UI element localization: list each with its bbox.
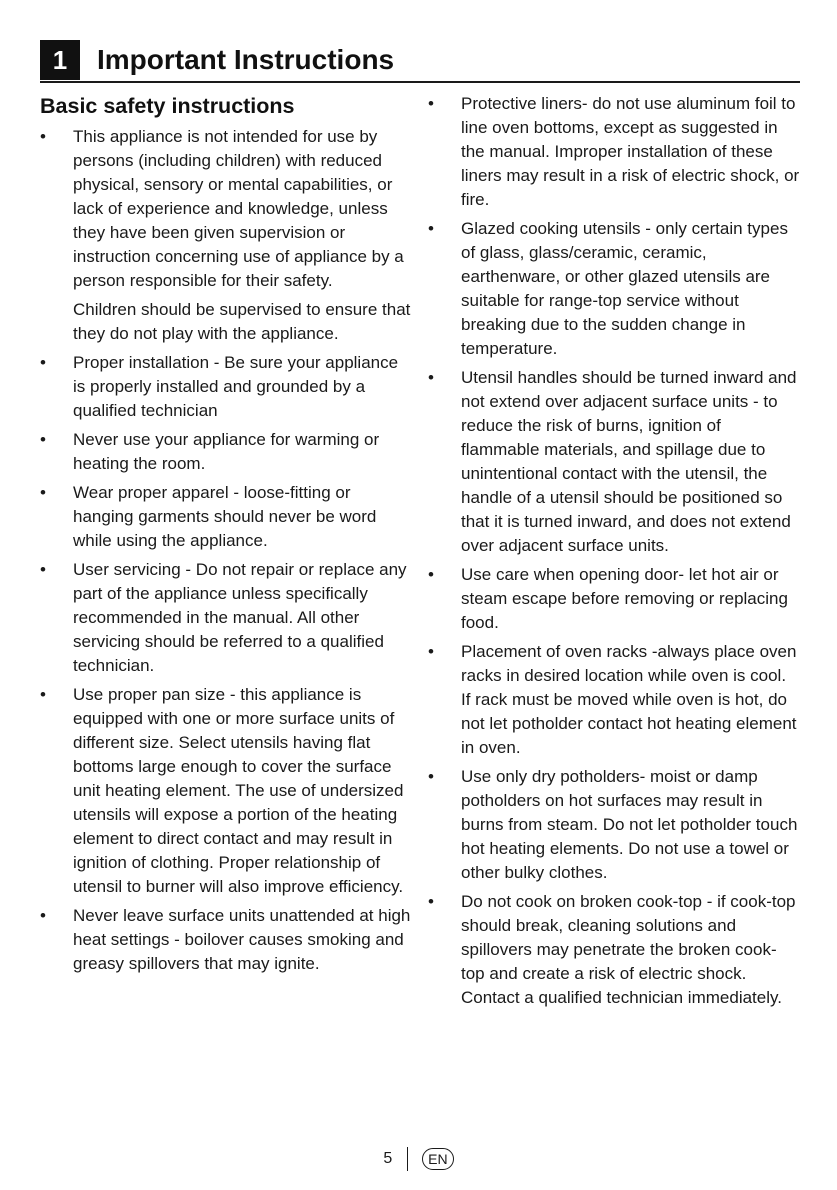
section-heading: Basic safety instructions [40, 94, 295, 118]
bullet-icon: • [40, 685, 46, 704]
list-item-text: Protective liners- do not use aluminum foil to line oven bottoms, except as suggested in the manual. Improper installation of these liners may result in a risk of electric shock, or fire. [461, 94, 800, 209]
list-item [40, 904, 412, 976]
bullet-icon: • [428, 219, 434, 238]
bullet-icon: • [40, 906, 46, 925]
bullet-icon: • [428, 892, 434, 911]
list-item-text: Never leave surface units unattended at high heat settings - boilover causes smoking and greasy spillovers that may ignite. [73, 906, 411, 973]
chapter-title: Important Instructions [97, 44, 395, 75]
list-item-text: Glazed cooking utensils - only certain types of glass, glass/ceramic, ceramic, earthenware, or other glazed utensils are suitable for range-top service without breaking due to the sudden change in temperature. [461, 219, 788, 358]
language-badge: EN [422, 1148, 453, 1170]
list-item-text: Wear proper apparel - loose-fitting or hanging garments should never be word while using the appliance. [73, 483, 377, 550]
list-item [428, 765, 800, 885]
bullet-icon: • [428, 368, 434, 387]
list-item-text: User servicing - Do not repair or replace any part of the appliance unless specifically recommended in the manual. All other servicing should be referred to a qualified technician. [73, 560, 407, 675]
list-item-text: Use proper pan size - this appliance is equipped with one or more surface units of different size. Select utensils having flat bottoms large enough to cover the surface unit heating element. The use of undersized utensils will expose a portion of the heating element to direct contact and may result in ignition of clothing. Proper relationship of utensil to burner will also improve efficiency. [73, 685, 404, 896]
bullet-icon: • [40, 353, 46, 372]
list-item-text: Do not cook on broken cook-top - if cook-top should break, cleaning solutions and spillovers may penetrate the broken cook-top and create a risk of electric shock. Contact a qualified technician immediately. [461, 892, 796, 1007]
safety-list-left [40, 125, 412, 976]
bullet-icon: • [428, 94, 434, 113]
list-item [40, 683, 412, 899]
list-item-text: Never use your appliance for warming or heating the room. [73, 430, 380, 473]
list-item-text: Use care when opening door- let hot air or steam escape before removing or replacing food. [461, 565, 788, 632]
bullet-icon: • [428, 642, 434, 661]
footer-divider [407, 1147, 408, 1171]
page-footer [0, 1146, 837, 1172]
list-item-text: Proper installation - Be sure your appliance is properly installed and grounded by a qualified technician [73, 353, 399, 420]
list-item-text: This appliance is not intended for use by persons (including children) with reduced physical, sensory or mental capabilities, or lack of experience and knowledge, unless they have been given supervision or instruction concerning use of appliance by a person responsible for their safety. [73, 127, 404, 290]
list-item-note: Children should be supervised to ensure that they do not play with the appliance. [73, 300, 411, 343]
list-item [40, 125, 412, 346]
list-item-text: Utensil handles should be turned inward and not extend over adjacent surface units - to reduce the risk of burns, ignition of flammable materials, and spillage due to unintentional contact with the utensil, the handle of a utensil should be positioned so that it is turned inward, and does not extend over adjacent surface units. [461, 368, 797, 555]
right-column [428, 92, 800, 1015]
chapter-header [40, 40, 800, 83]
list-item [40, 481, 412, 553]
list-item [428, 366, 800, 558]
page-number: 5 [383, 1150, 393, 1167]
bullet-icon: • [40, 127, 46, 146]
list-item [40, 428, 412, 476]
bullet-icon: • [40, 430, 46, 449]
bullet-icon: • [40, 483, 46, 502]
chapter-number-badge: 1 [40, 40, 80, 80]
list-item [428, 217, 800, 361]
list-item [428, 563, 800, 635]
bullet-icon: • [428, 767, 434, 786]
list-item [428, 640, 800, 760]
list-item [428, 890, 800, 1010]
list-item [40, 351, 412, 423]
list-item-text: Placement of oven racks -always place oven racks in desired location while oven is cool. If rack must be moved while oven is hot, do not let potholder contact hot heating element in oven. [461, 642, 797, 757]
safety-list-right [428, 92, 800, 1010]
left-column [40, 92, 412, 981]
list-item-text: Use only dry potholders- moist or damp potholders on hot surfaces may result in burns from steam. Do not let potholder touch hot heating elements. Do not use a towel or other bulky clothes. [461, 767, 798, 882]
list-item [428, 92, 800, 212]
bullet-icon: • [40, 560, 46, 579]
bullet-icon: • [428, 565, 434, 584]
list-item [40, 558, 412, 678]
